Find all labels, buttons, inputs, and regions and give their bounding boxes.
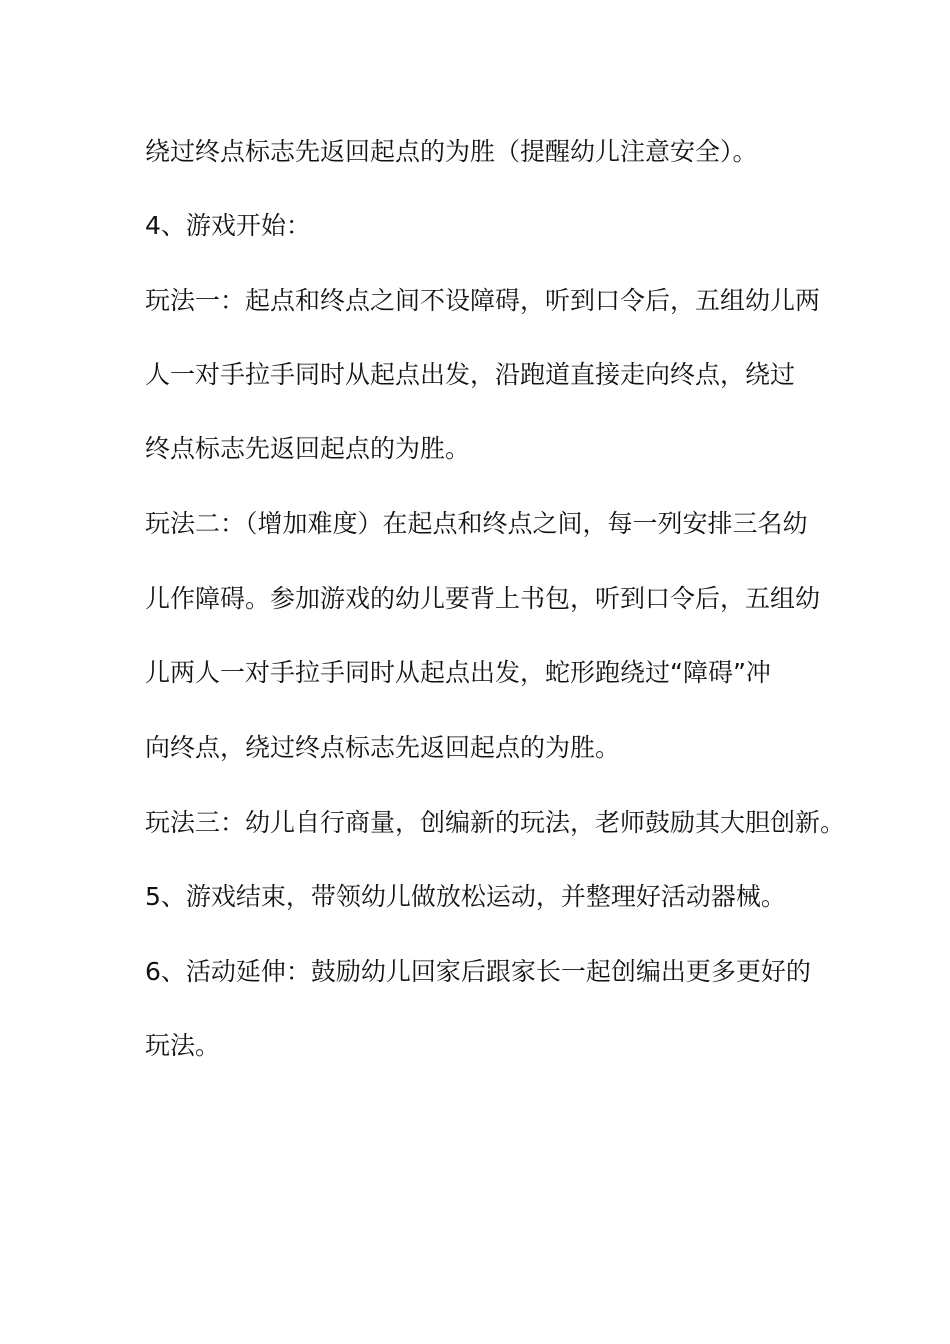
play-method-1-line-1: 玩法一：起点和终点之间不设障碍，听到口令后，五组幼儿两 [145,286,821,315]
play-method-2-line-1: 玩法二：（增加难度）在起点和终点之间，每一列安排三名幼 [145,509,808,538]
play-method-3-line: 玩法三：幼儿自行商量，创编新的玩法，老师鼓励其大胆创新。 [145,808,846,837]
step-6-line-1: 6、活动延伸：鼓励幼儿回家后跟家长一起创编出更多更好的 [145,957,811,986]
play-method-1-line-3: 终点标志先返回起点的为胜。 [145,434,471,463]
play-method-2-line-2: 儿作障碍。参加游戏的幼儿要背上书包，听到口令后，五组幼 [145,584,821,613]
play-method-2-line-3: 儿两人一对手拉手同时从起点出发，蛇形跑绕过“障碍”冲 [145,658,771,687]
step-4-heading: 4、游戏开始： [145,211,311,240]
play-method-1-line-2: 人一对手拉手同时从起点出发，沿跑道直接走向终点，绕过 [145,360,796,389]
step-5-line: 5、游戏结束，带领幼儿做放松运动，并整理好活动器械。 [145,882,786,911]
play-method-2-line-4: 向终点，绕过终点标志先返回起点的为胜。 [145,733,621,762]
step-6-line-2: 玩法。 [145,1031,221,1060]
paragraph-line-rule-end: 绕过终点标志先返回起点的为胜（提醒幼儿注意安全）。 [145,137,758,166]
